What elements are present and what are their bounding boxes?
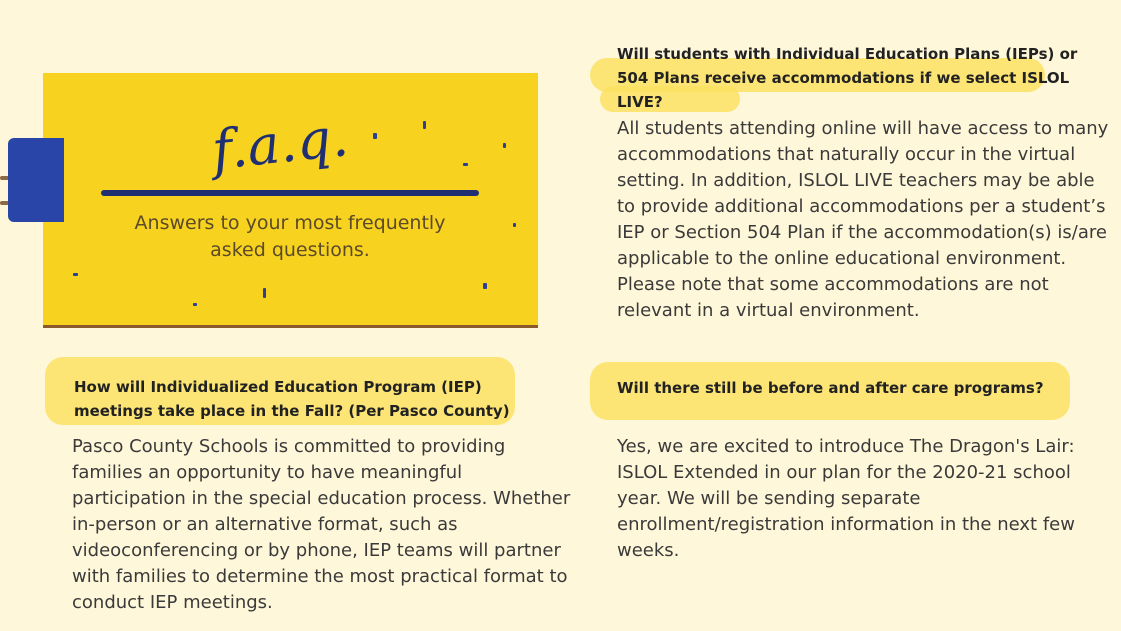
- faq-answer-1: All students attending online will have access to many accommodations that naturally occur in the virtual setting. In addition, ISLOL LIVE teachers may be able to provide additional accommodations per a student’s IEP or Section 504 Plan if the accommodation(s) is/are applicable to the online educational environment. Please note that some accommodations are not relevant in a virtual environment.: [617, 118, 1109, 321]
- faq-underline: [101, 190, 479, 196]
- faq-question-1: Will students with Individual Education Plans (IEPs) or 504 Plans receive accommodations if we select ISLOL LIVE?: [617, 45, 1078, 111]
- faq-question-2: How will Individualized Education Program (IEP) meetings take place in the Fall? (Per Pasco County): [74, 378, 510, 420]
- faq-answer-2: Pasco County Schools is committed to providing families an opportunity to have meaningful participation in the special education process. Whether in-person or an alternative format, such as videoconferencing or by phone, IEP teams will partner with families to determine the most practical format to conduct IEP meetings.: [72, 436, 571, 613]
- tag-clip: [8, 138, 64, 222]
- faq-answer-3: Yes, we are excited to introduce The Dragon's Lair: ISLOL Extended in our plan for the 2020-21 school year. We will be sending separate enrollment/registration information in the next few weeks.: [617, 436, 1075, 561]
- faq-question-3: Will there still be before and after care programs?: [617, 379, 1044, 397]
- faq-title: f.a.q.: [209, 105, 352, 182]
- faq-subtitle: Answers to your most frequently asked questions.: [134, 212, 446, 261]
